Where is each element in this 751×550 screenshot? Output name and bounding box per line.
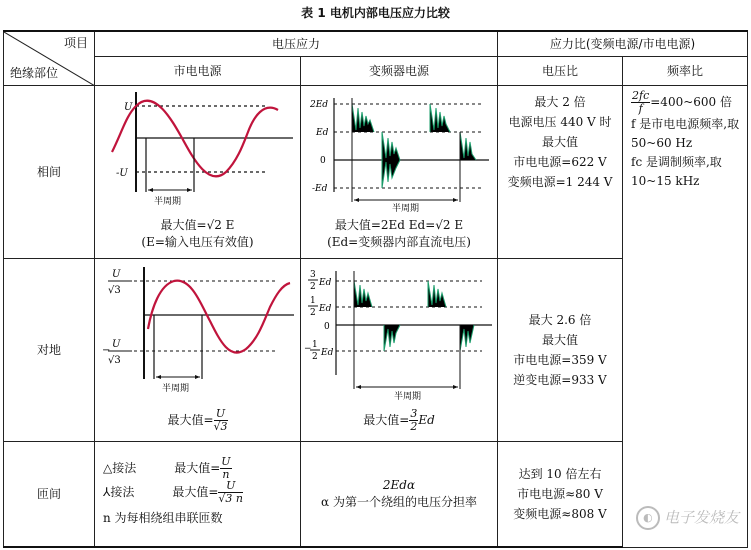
ground-inv-3: 3 xyxy=(310,269,316,280)
voltage-ratio-header: 电压比 xyxy=(498,56,623,85)
row-label-turn: 匝间 xyxy=(4,441,95,547)
ground-mains-sqrt3: √3 xyxy=(107,284,121,296)
ground-inv-half-period: 半周期 xyxy=(394,391,422,402)
voltage-stress-header: 电压应力 xyxy=(95,31,498,56)
phase-inverter-cell xyxy=(301,85,498,258)
phase-inv-negEd: -Ed xyxy=(312,184,328,194)
ground-inv-minus: − xyxy=(304,343,312,354)
turn-delta-line: △接法 最大值= $\frac{U}{n}$ xyxy=(103,454,231,481)
phase-inv-2Ed: 2Ed xyxy=(310,100,329,110)
corner-header xyxy=(4,31,95,85)
turn-ratio-cell xyxy=(498,441,623,547)
turn-ratio-line-1: 达到 10 倍左右 xyxy=(518,466,602,481)
phase-mains-half-period: 半周期 xyxy=(153,197,181,207)
ground-inverter-waveform xyxy=(302,267,496,405)
freq-line-1: =400~600 倍 xyxy=(650,94,732,109)
ground-inv-Ed-c: Ed xyxy=(321,347,334,358)
inverter-header: 变频器电源 xyxy=(301,56,498,85)
ground-inv-1b: 1 xyxy=(312,339,318,350)
ground-mains-U: U xyxy=(111,268,120,280)
turn-mains-cell xyxy=(95,441,301,547)
table-title: 表 1 电机内部电压应力比较 xyxy=(301,6,450,20)
ground-inverter-caption: 最大值= $\frac{3}{2}$ Ed xyxy=(363,406,435,433)
freq-ratio-cell xyxy=(623,85,748,547)
phase-inv-half-period: 半周期 xyxy=(392,204,420,214)
ground-mains-negsqrt3: √3 xyxy=(107,354,121,366)
ratio-header: 应力比(变频电源/市电电源) xyxy=(498,31,748,56)
phase-ratio-line-5: 变频电源=1 244 V xyxy=(507,174,613,189)
ground-mains-minus: − xyxy=(101,344,110,356)
phase-ratio-line-1: 最大 2 倍 xyxy=(534,94,586,109)
phase-inverter-waveform xyxy=(304,92,494,214)
phase-inv-Ed: Ed xyxy=(316,128,329,138)
ground-mains-half-period: 半周期 xyxy=(161,383,189,394)
turn-note-line: n 为每相绕组串联匝数 xyxy=(103,510,223,525)
freq-line-3: fc 是调制频率,取 10~15 kHz xyxy=(631,154,722,188)
turn-ratio-line-2: 市电电源≈80 V xyxy=(517,486,603,501)
ground-ratio-line-4: 逆变电源=933 V xyxy=(513,372,607,387)
ground-inv-1a: 1 xyxy=(310,295,316,306)
ground-inv-2a: 2 xyxy=(310,281,316,292)
watermark: ◐ 电子发烧友 xyxy=(636,506,739,530)
turn-inverter-cell xyxy=(301,441,498,547)
freq-ratio-header: 频率比 xyxy=(623,56,748,85)
phase-mains-caption-1: 最大值=√2 E xyxy=(160,218,235,232)
phase-ratio-cell xyxy=(498,85,623,258)
item-label: 项目 xyxy=(63,36,88,50)
ground-mains-cell xyxy=(95,258,301,441)
phase-inverter-caption-2: (Ed=变频器内部直流电压) xyxy=(327,235,471,249)
ground-inv-2c: 2 xyxy=(312,351,318,362)
phase-inv-zero: 0 xyxy=(320,156,326,166)
freq-line-2: f 是市电电源频率,取 50~60 Hz xyxy=(631,116,740,150)
insulation-label: 绝缘部位 xyxy=(10,65,59,80)
phase-ratio-line-3: 最大值 xyxy=(542,134,579,149)
phase-mains-caption-2: (E=输入电压有效值) xyxy=(141,235,254,249)
watermark-logo-icon: ◐ xyxy=(636,506,660,530)
ground-ratio-line-1: 最大 2.6 倍 xyxy=(528,312,592,327)
phase-mains-cell xyxy=(95,85,301,258)
phase-ratio-line-4: 市电电源=622 V xyxy=(513,154,607,169)
freq-fraction: $\frac{2fc}{f}$ xyxy=(632,88,650,115)
ground-inv-Ed-a: Ed xyxy=(319,277,332,288)
ground-inv-Ed-b: Ed xyxy=(319,303,332,314)
turn-inverter-line-2: α 为第一个绕组的电压分担率 xyxy=(321,494,477,509)
row-label-phase: 相间 xyxy=(4,85,95,258)
ground-mains-waveform xyxy=(98,267,298,405)
ground-ratio-cell xyxy=(498,258,623,441)
turn-ratio-line-3: 变频电源≈808 V xyxy=(513,506,607,521)
turn-inverter-line-1: 2Edα xyxy=(382,477,416,492)
ground-inv-zero: 0 xyxy=(324,321,330,332)
mains-header: 市电电源 xyxy=(95,56,301,85)
row-label-ground: 对地 xyxy=(4,258,95,441)
ground-inverter-cell xyxy=(301,258,498,441)
phase-ratio-line-2: 电源电压 440 V 时 xyxy=(508,114,612,129)
phase-mains-negU: -U xyxy=(115,168,128,179)
ground-ratio-line-2: 最大值 xyxy=(542,332,579,347)
phase-mains-waveform xyxy=(98,92,298,214)
voltage-stress-table xyxy=(3,30,748,548)
ground-mains-caption: 最大值= $\frac{U}{√3}$ xyxy=(167,406,228,433)
ground-ratio-line-3: 市电电源=359 V xyxy=(513,352,607,367)
phase-inverter-caption-1: 最大值=2Ed Ed=√2 E xyxy=(334,218,464,232)
turn-wye-line: ⅄接法 最大值= $\frac{U}{√3 n}$ xyxy=(103,478,243,505)
ground-mains-negU: U xyxy=(111,338,120,350)
ground-inv-2b: 2 xyxy=(310,307,316,318)
phase-mains-U: U xyxy=(123,102,132,113)
